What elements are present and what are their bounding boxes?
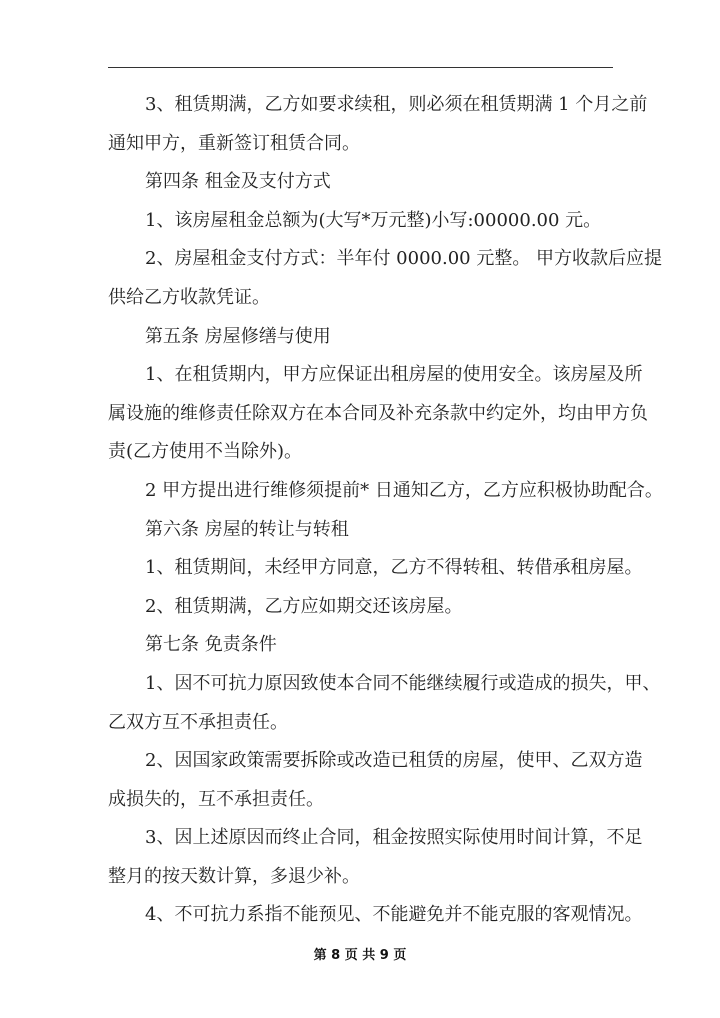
page-number-footer: 第 8 页 共 9 页 (313, 948, 407, 963)
text-line: 3、因上述原因而终止合同，租金按照实际使用时间计算，不足 (145, 827, 643, 849)
section-heading: 第六条 房屋的转让与转租 (145, 518, 349, 540)
header-rule (108, 67, 613, 68)
text-line: 属设施的维修责任除双方在本合同及补充条款中约定外，均由甲方负 (108, 402, 648, 424)
text-line: 成损失的，互不承担责任。 (108, 788, 324, 810)
section-heading: 第七条 免责条件 (145, 634, 277, 656)
section-heading: 第四条 租金及支付方式 (145, 171, 331, 193)
text-line: 通知甲方，重新签订租赁合同。 (108, 132, 360, 154)
text-line: 1、在租赁期内，甲方应保证出租房屋的使用安全。该房屋及所 (145, 364, 643, 386)
text-line: 整月的按天数计算，多退少补。 (108, 865, 360, 887)
text-line: 2、因国家政策需要拆除或改造已租赁的房屋，使甲、乙双方造 (145, 750, 643, 772)
text-line: 3、租赁期满，乙方如要求续租，则必须在租赁期满 1 个月之前 (145, 94, 648, 115)
text-line: 2、租赁期满，乙方应如期交还该房屋。 (145, 595, 463, 617)
text-line: 1、因不可抗力原因致使本合同不能继续履行或造成的损失，甲、 (145, 672, 661, 694)
text-line: 2、房屋租金支付方式：半年付 0000.00 元整。 甲方收款后应提 (145, 248, 663, 270)
section-heading: 第五条 房屋修缮与使用 (145, 325, 331, 347)
text-line: 4、不可抗力系指不能预见、不能避免并不能克服的客观情况。 (145, 904, 643, 926)
text-line: 责(乙方使用不当除外)。 (108, 441, 303, 463)
text-line: 供给乙方收款凭证。 (108, 286, 270, 308)
text-line: 1、该房屋租金总额为(大写*万元整)小写:00000.00 元。 (145, 209, 602, 231)
text-line: 2 甲方提出进行维修须提前* 日通知乙方，乙方应积极协助配合。 (145, 479, 663, 501)
text-line: 1、租赁期间，未经甲方同意，乙方不得转租、转借承租房屋。 (145, 557, 643, 579)
document-body (108, 86, 663, 935)
text-line: 乙双方互不承担责任。 (108, 711, 288, 733)
